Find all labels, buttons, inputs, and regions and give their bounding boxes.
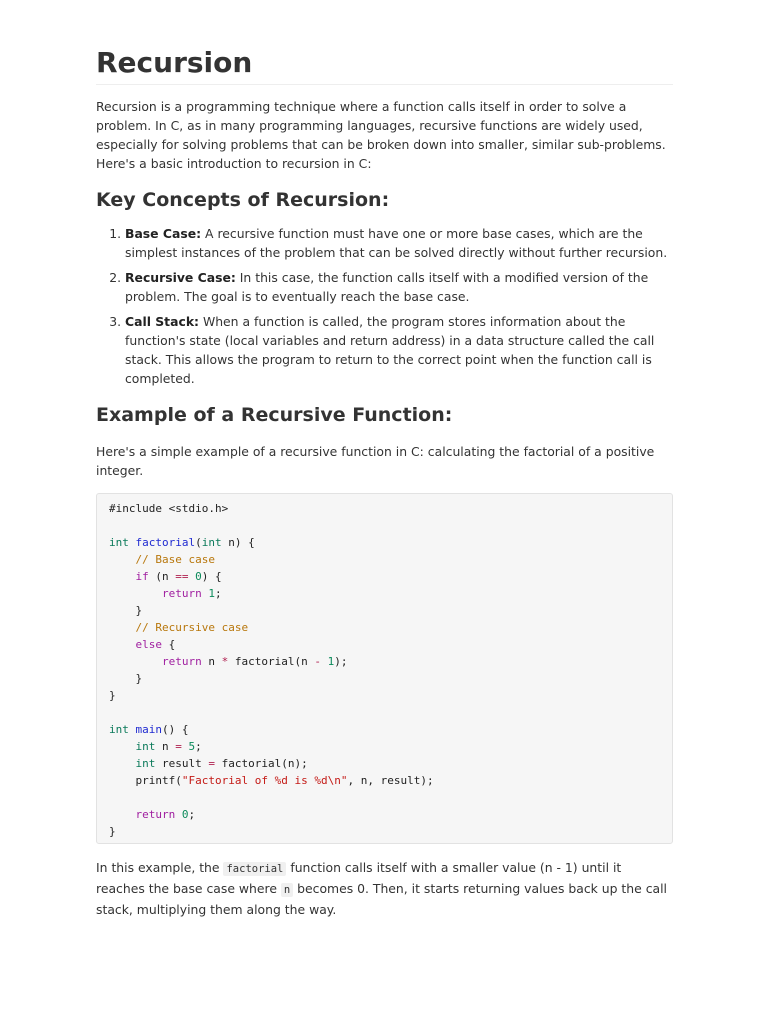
code-include: #include <stdio.h> — [109, 502, 229, 515]
inline-code-factorial: factorial — [223, 862, 286, 876]
key-concepts-heading: Key Concepts of Recursion: — [96, 189, 390, 211]
outro-paragraph: In this example, the factorial function calls itself with a smaller value (n - 1) until it reaches the base case where n becomes 0. Then, it starts returning values back up the call stack, multiplying them along the way. — [96, 860, 667, 917]
list-item — [125, 268, 673, 306]
example-heading: Example of a Recursive Function: — [96, 404, 453, 426]
example-intro: Here's a simple example of a recursive function in C: calculating the factorial of a positive integer. — [96, 444, 655, 478]
list-item — [125, 312, 673, 388]
term-recursive-case: Recursive Case: — [125, 270, 236, 285]
intro-paragraph: Recursion is a programming technique where a function calls itself in order to solve a problem. In C, as in many programming languages, recursive functions are widely used, especially for solving problems that can be broken down into smaller, similar sub-problems. Here's a basic introduction to recursion in C: — [96, 99, 666, 171]
key-concepts-list — [96, 224, 673, 388]
document — [96, 40, 673, 919]
term-call-stack: Call Stack: — [125, 314, 200, 329]
code-block[interactable]: #include <stdio.h> int factorial(int n) { // Base case if (n == 0) { return 1; } // Recursive case else { return n * factorial(n - 1); } } int main() { int n = 5; int result = factorial(n); printf("Factorial of %d is %d\n", n, result); return 0; } — [96, 493, 673, 844]
inline-code-n: n — [281, 883, 293, 897]
definition-call-stack: When a function is called, the program stores information about the function's state (local variables and return address) in a data structure called the call stack. This allows the program to return to the correct point when the function call is completed. — [125, 314, 655, 386]
definition-base-case: A recursive function must have one or more base cases, which are the simplest instances of the problem that can be solved directly without further recursion. — [125, 226, 668, 260]
definition-recursive-case: In this case, the function calls itself with a modified version of the problem. The goal is to eventually reach the base case. — [125, 270, 649, 304]
page-title: Recursion — [96, 46, 673, 85]
term-base-case: Base Case: — [125, 226, 202, 241]
list-item — [125, 224, 673, 262]
